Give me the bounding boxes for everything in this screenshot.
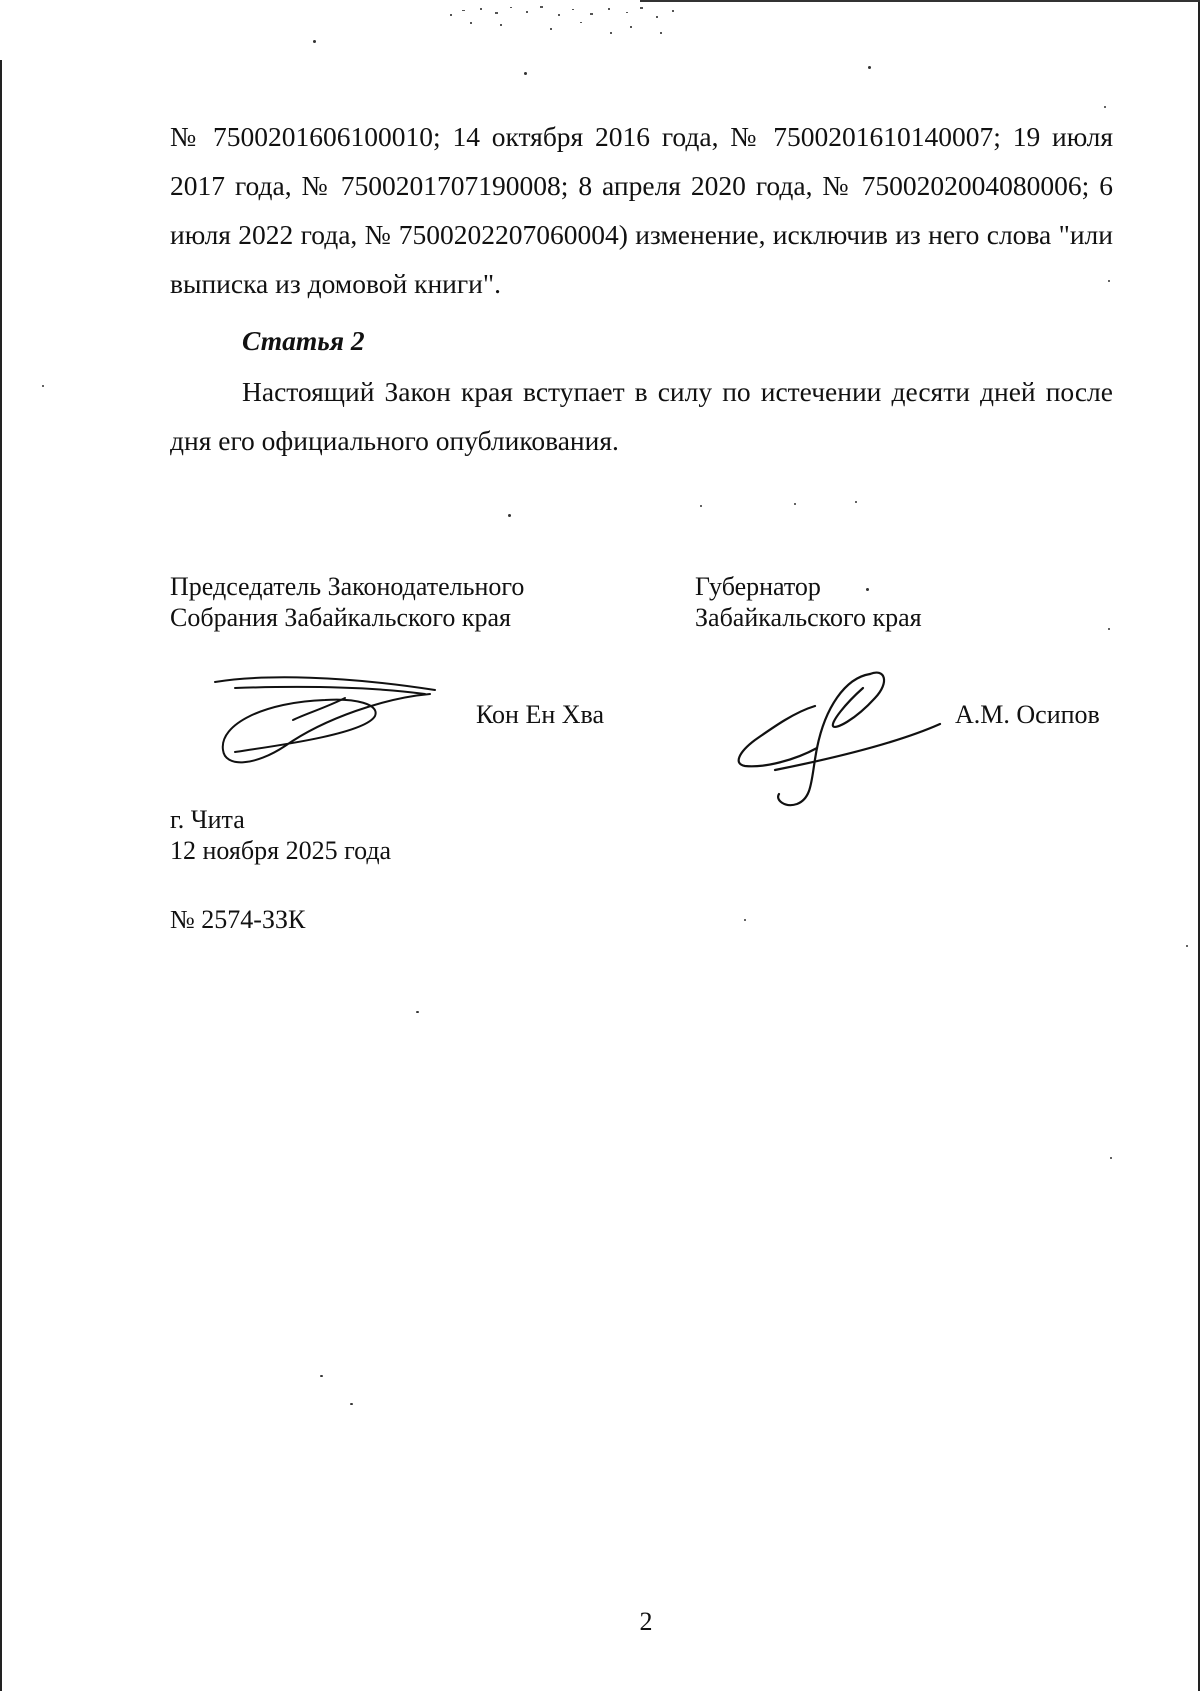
scan-speck: [313, 40, 316, 43]
scan-speck: [524, 72, 527, 75]
scan-speck: [855, 501, 857, 503]
scan-speck: [1104, 106, 1106, 108]
scan-edge-top: [640, 0, 1200, 2]
left-signatory-title: [170, 571, 524, 633]
left-signatory-name: Кон Ен Хва: [476, 700, 605, 729]
date: 12 ноября 2025 года: [170, 836, 392, 865]
right-signatory-title-line-2: Забайкальского края: [695, 603, 922, 632]
scan-speck: [744, 919, 746, 921]
place-and-date: [170, 804, 391, 866]
left-handwritten-signature: [205, 668, 445, 768]
scan-speck: [416, 1011, 419, 1013]
scan-noise: [440, 2, 720, 42]
scan-speck: [42, 385, 44, 387]
scan-speck: [1110, 1157, 1112, 1159]
scan-speck: [320, 1375, 323, 1377]
scan-speck: [508, 514, 511, 517]
scan-edge-left: [0, 60, 2, 1691]
place: г. Чита: [170, 805, 245, 834]
left-signatory-title-line-2: Собрания Забайкальского края: [170, 603, 511, 632]
right-signatory-name: А.М. Осипов: [955, 700, 1100, 729]
law-number: № 2574-ЗЗК: [170, 905, 306, 934]
article-heading: Статья 2: [242, 325, 365, 356]
scan-speck: [1108, 628, 1110, 630]
page-number: 2: [639, 1607, 653, 1636]
paragraph-amendment: № 7500201606100010; 14 октября 2016 года, № 7500201610140007; 19 июля 2017 года, № 7500201707190008; 8 апреля 2020 года, № 7500202004080006; 6 июля 2022 года, № 7500202207060004) изменение, исключив из него слова "или выписка из домовой книги".: [170, 121, 1113, 299]
scan-speck: [866, 588, 869, 591]
paragraph-entry-into-force: Настоящий Закон края вступает в силу по истечении десяти дней после дня его официального опубликования.: [170, 376, 1113, 456]
scan-speck: [1186, 945, 1188, 947]
scan-speck: [350, 1403, 353, 1405]
scan-speck: [1108, 280, 1110, 282]
scan-speck: [700, 505, 702, 507]
scan-speck: [794, 503, 796, 505]
right-signatory-title: [695, 571, 922, 633]
scan-speck: [868, 66, 871, 69]
right-signatory-title-line-1: Губернатор: [695, 572, 821, 601]
left-signatory-title-line-1: Председатель Законодательного: [170, 572, 525, 601]
right-handwritten-signature: [735, 668, 965, 808]
